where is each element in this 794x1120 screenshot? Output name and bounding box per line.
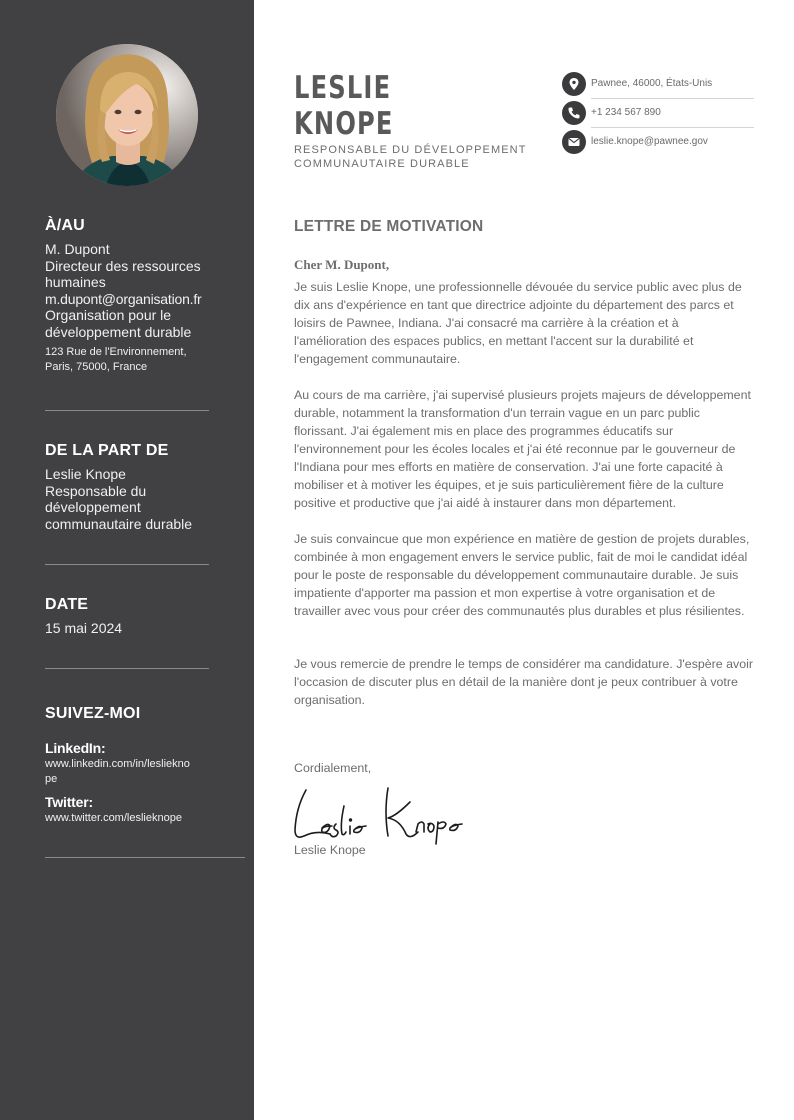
date-value: 15 mai 2024 bbox=[45, 620, 123, 636]
avatar bbox=[56, 44, 198, 186]
sender-name: Leslie Knope bbox=[45, 466, 126, 482]
divider bbox=[45, 410, 209, 411]
closing: Cordialement, bbox=[294, 761, 372, 775]
sender-section bbox=[45, 441, 220, 532]
sidebar bbox=[0, 0, 254, 1120]
paragraph: Je suis Leslie Knope, une professionnelle dévouée du service public avec plus de dix ans d'expérience en tant que directrice adjointe du département des parcs et loisirs de Pawnee, Indiana. J'ai consacré ma carrière à la création et à l'amélioration des espaces publics, en mettant l'accent sur la durabilité et l'engagement communautaire. bbox=[294, 280, 742, 366]
recipient-position-line2: humaines bbox=[45, 274, 106, 290]
paragraph: Je vous remercie de prendre le temps de considérer ma candidature. J'espère avoir l'occasion de discuter plus en détail de la manière dont je peux contribuer à votre organisation. bbox=[294, 657, 753, 707]
role-line2: COMMUNAUTAIRE DURABLE bbox=[294, 157, 470, 170]
linkedin-link-line1[interactable]: www.linkedin.com/in/lesliekno bbox=[45, 758, 190, 770]
signer-name: Leslie Knope bbox=[294, 843, 366, 857]
sender-role-line2: développement bbox=[45, 499, 141, 515]
phone-icon bbox=[562, 101, 586, 125]
recipient-org-line1: Organisation pour le bbox=[45, 307, 172, 323]
date-section bbox=[45, 595, 220, 637]
last-name: KNOPE bbox=[294, 106, 394, 142]
signature bbox=[292, 784, 472, 846]
social-heading: SUIVEZ-MOI bbox=[45, 705, 141, 722]
email-text[interactable]: leslie.knope@pawnee.gov bbox=[591, 136, 708, 147]
profile-photo bbox=[56, 44, 198, 186]
sender-role-line1: Responsable du bbox=[45, 482, 147, 499]
first-name: LESLIE bbox=[294, 70, 392, 106]
divider bbox=[45, 668, 209, 669]
divider bbox=[591, 127, 754, 128]
recipient-heading: À/AU bbox=[45, 217, 85, 234]
divider bbox=[591, 98, 754, 99]
contact-address bbox=[562, 72, 754, 96]
social-section bbox=[45, 704, 220, 826]
recipient-address-line2: Paris, 75000, France bbox=[45, 361, 148, 373]
salutation: Cher M. Dupont, bbox=[294, 257, 390, 272]
recipient-position-line1: Directeur des ressources bbox=[45, 257, 201, 274]
location-pin-icon bbox=[562, 72, 586, 96]
divider bbox=[45, 564, 209, 565]
applicant-role bbox=[294, 144, 527, 171]
paragraph: Je suis convaincue que mon expérience en matière de gestion de projets durables, combinée à mon engagement envers le service public, fait de moi le candidat idéal pour le poste de responsable du développement communautaire durable. Je suis impatiente d'apporter ma passion et mon expertise à votre organisation et de travailler avec vous pour créer des communautés plus durables et plus résilientes. bbox=[294, 532, 750, 618]
recipient-name: M. Dupont bbox=[45, 241, 110, 257]
recipient-section bbox=[45, 216, 220, 375]
applicant-name bbox=[294, 70, 394, 142]
sender-role-line3: communautaire durable bbox=[45, 515, 193, 532]
letter-title: LETTRE DE MOTIVATION bbox=[294, 218, 484, 235]
mail-icon bbox=[562, 130, 586, 154]
role-line1: RESPONSABLE DU DÉVELOPPEMENT bbox=[294, 144, 527, 156]
recipient-address-line1: 123 Rue de l'Environnement, bbox=[45, 346, 187, 358]
contact-phone bbox=[562, 101, 754, 125]
linkedin-link-line2[interactable]: pe bbox=[45, 773, 58, 785]
phone-text[interactable]: +1 234 567 890 bbox=[591, 107, 661, 118]
twitter-label: Twitter: bbox=[45, 794, 93, 810]
recipient-org-line2: développement durable bbox=[45, 323, 192, 340]
recipient-email[interactable]: m.dupont@organisation.fr bbox=[45, 290, 202, 307]
contact-email bbox=[562, 130, 754, 154]
divider bbox=[45, 857, 245, 858]
date-heading: DATE bbox=[45, 596, 89, 613]
address-text: Pawnee, 46000, États-Unis bbox=[591, 78, 713, 89]
twitter-link[interactable]: www.twitter.com/leslieknope bbox=[45, 812, 182, 824]
sender-heading: DE LA PART DE bbox=[45, 442, 169, 459]
linkedin-label: LinkedIn: bbox=[45, 740, 106, 756]
paragraph: Au cours de ma carrière, j'ai supervisé plusieurs projets majeurs de développement durable, notamment la transformation d'un terrain vague en un parc public florissant. J'ai également mis en place des programmes éducatifs sur l'environnement pour les écoles locales et j'ai été reconnue par le gouverneur de l'Indiana pour mes efforts en matière de conservation. J'ai une forte capacité à mobiliser et à motiver les équipes, et je suis particulièrement fière de la culture positive et productive que j'ai aidé à instaurer dans mon département. bbox=[294, 388, 751, 510]
